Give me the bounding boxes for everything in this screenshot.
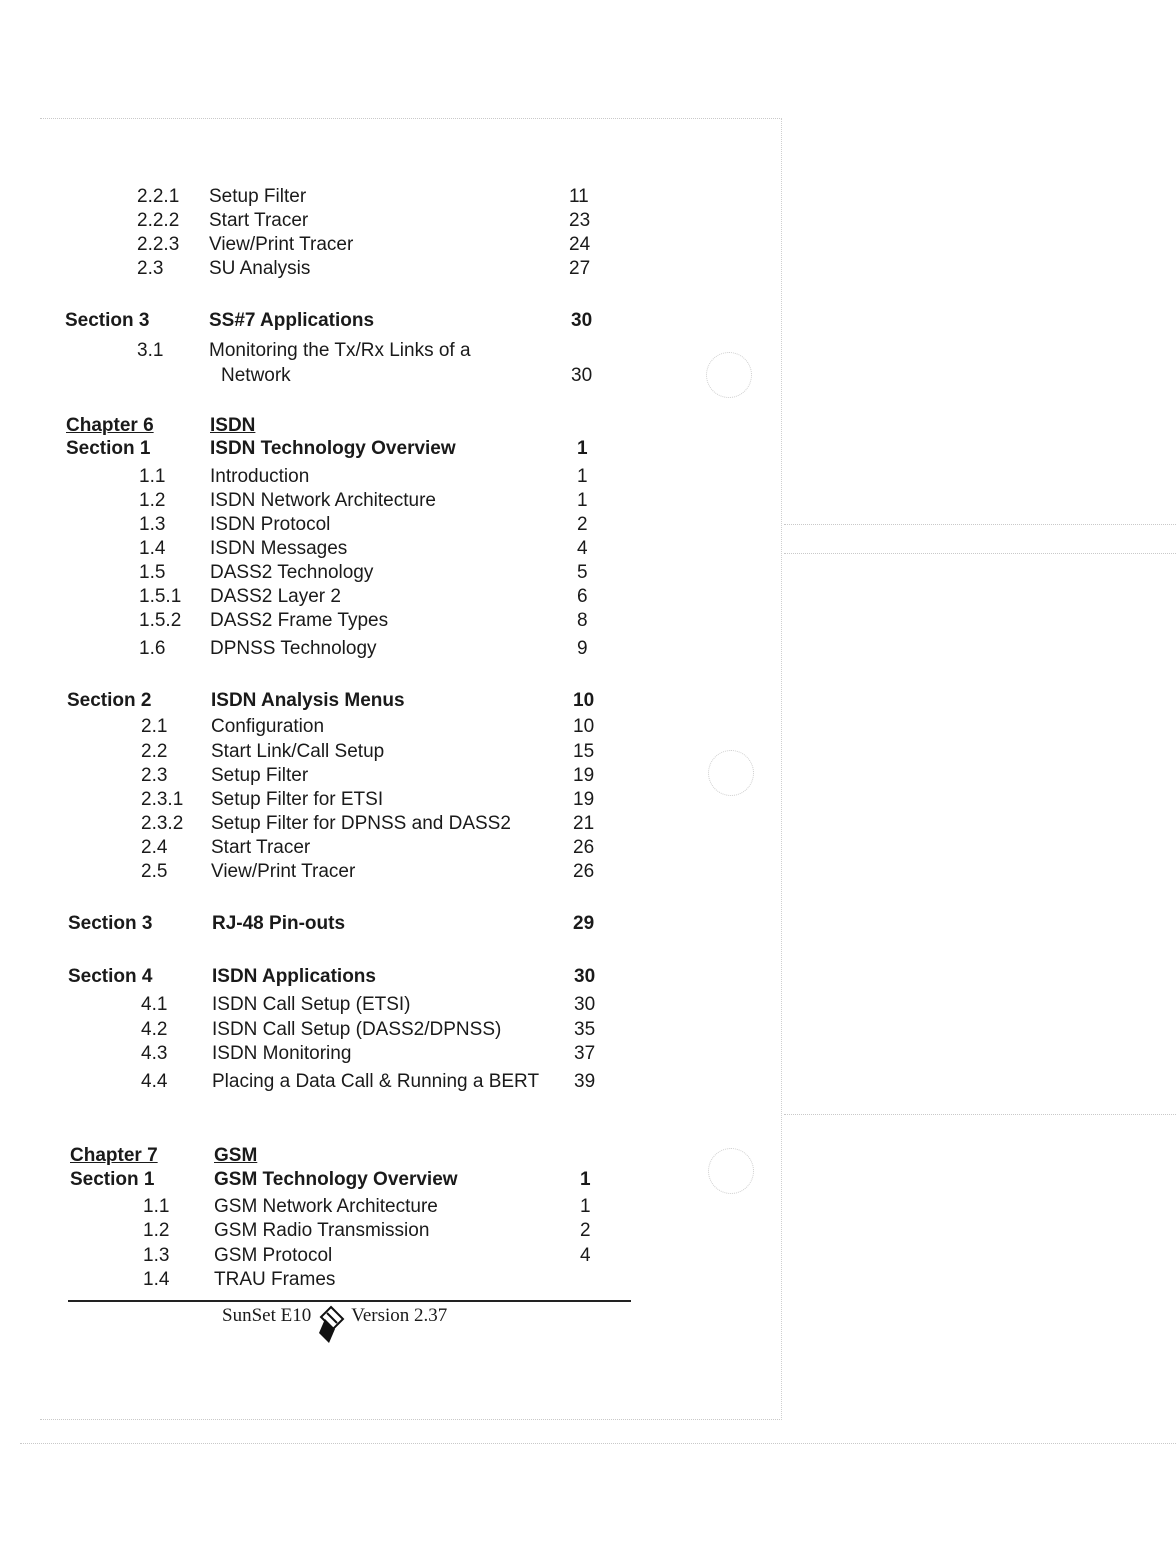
- toc-entry-number: Section 1: [70, 1169, 155, 1190]
- toc-entry-page: 4: [580, 1245, 591, 1266]
- toc-entry-title: Monitoring the Tx/Rx Links of a: [209, 340, 471, 361]
- toc-entry-number: 1.4: [143, 1269, 170, 1290]
- scan-bottom-line: [20, 1443, 1176, 1444]
- toc-entry-title: SS#7 Applications: [209, 310, 375, 331]
- toc-entry-number: 2.3: [141, 765, 168, 786]
- toc-entry-page: 30: [574, 994, 596, 1015]
- toc-entry-page: 24: [569, 234, 591, 255]
- toc-entry-page: 2: [577, 514, 588, 535]
- toc-entry-number: 2.1: [141, 716, 168, 737]
- toc-entry-page: 2: [580, 1220, 591, 1241]
- page-footer: [222, 1305, 447, 1345]
- toc-entry-number: Section 2: [67, 690, 152, 711]
- toc-entry-number: 4.1: [141, 994, 168, 1015]
- toc-entry-title: ISDN Call Setup (ETSI): [212, 994, 411, 1015]
- toc-entry-title: Setup Filter: [209, 186, 307, 207]
- toc-entry-page: 27: [569, 258, 591, 279]
- toc-entry-title: ISDN Call Setup (DASS2/DPNSS): [212, 1019, 502, 1040]
- toc-entry-number: Chapter 7: [70, 1145, 158, 1166]
- toc-entry-number: 1.3: [139, 514, 166, 535]
- toc-entry-page: 19: [573, 765, 595, 786]
- toc-entry-page: 4: [577, 538, 588, 559]
- scan-tab-line-1: [784, 524, 1176, 525]
- toc-entry-title: GSM: [214, 1145, 258, 1166]
- toc-entry-title: Start Tracer: [211, 837, 311, 858]
- footer-rule: [68, 1300, 631, 1302]
- toc-entry-number: 1.5: [139, 562, 166, 583]
- toc-entry-title: ISDN Applications: [212, 966, 376, 987]
- toc-entry-page: 1: [577, 466, 588, 487]
- toc-entry-page: 10: [573, 716, 595, 737]
- toc-entry-title: GSM Radio Transmission: [214, 1220, 430, 1241]
- toc-entry-page: 37: [574, 1043, 596, 1064]
- toc-entry-number: Section 3: [65, 310, 150, 331]
- toc-entry-page: 26: [573, 837, 595, 858]
- toc-entry-page: 30: [571, 310, 593, 331]
- toc-entry-title: GSM Network Architecture: [214, 1196, 438, 1217]
- toc-entry-title: Setup Filter for ETSI: [211, 789, 384, 810]
- toc-entry-number: 1.4: [139, 538, 166, 559]
- toc-entry-title: Start Tracer: [209, 210, 309, 231]
- toc-entry-page: 29: [573, 913, 595, 934]
- toc-entry-number: Section 4: [68, 966, 153, 987]
- scan-border-bottom: [40, 1419, 780, 1420]
- binder-hole-1: [706, 352, 752, 398]
- toc-entry-number: 4.2: [141, 1019, 168, 1040]
- toc-entry-page: 1: [577, 438, 588, 459]
- toc-entry-title: DPNSS Technology: [210, 638, 377, 659]
- toc-entry-title: DASS2 Technology: [210, 562, 374, 583]
- toc-entry-title: Configuration: [211, 716, 325, 737]
- toc-entry-number: 4.3: [141, 1043, 168, 1064]
- toc-entry-number: 2.2.1: [137, 186, 180, 207]
- toc-entry-title: View/Print Tracer: [211, 861, 356, 882]
- toc-entry-number: 1.2: [143, 1220, 170, 1241]
- toc-entry-title: DASS2 Layer 2: [210, 586, 341, 607]
- toc-entry-page: 1: [577, 490, 588, 511]
- toc-entry-title: Placing a Data Call & Running a BERT: [212, 1071, 540, 1092]
- toc-entry-title: Setup Filter for DPNSS and DASS2: [211, 813, 511, 834]
- scan-tab-line-3: [784, 1114, 1176, 1115]
- footer-product: SunSet E10: [222, 1305, 312, 1326]
- scan-tab-line-2: [784, 553, 1176, 554]
- table-of-contents: [0, 0, 640, 1300]
- toc-entry-number: 2.5: [141, 861, 168, 882]
- toc-entry-page: 26: [573, 861, 595, 882]
- toc-entry-number: 3.1: [137, 340, 164, 361]
- toc-entry-page: 11: [569, 186, 589, 207]
- toc-entry-title: ISDN Monitoring: [212, 1043, 352, 1064]
- toc-entry-title: SU Analysis: [209, 258, 311, 279]
- binder-hole-2: [708, 750, 754, 796]
- handheld-tester-icon: [317, 1305, 345, 1345]
- toc-entry-title: ISDN Analysis Menus: [211, 690, 405, 711]
- toc-entry-number: 2.2.3: [137, 234, 180, 255]
- toc-entry-number: 1.1: [143, 1196, 170, 1217]
- toc-entry-title: Introduction: [210, 466, 310, 487]
- toc-entry-number: Chapter 6: [66, 415, 154, 436]
- toc-entry-page: 1: [580, 1196, 591, 1217]
- toc-entry-number: 1.2: [139, 490, 166, 511]
- toc-entry-title: ISDN Messages: [210, 538, 348, 559]
- scan-border-right: [781, 118, 782, 1420]
- toc-entry-number: 2.3.2: [141, 813, 184, 834]
- toc-entry-page: 30: [571, 365, 593, 386]
- toc-entry-page: 5: [577, 562, 588, 583]
- footer-version: Version 2.37: [351, 1305, 448, 1326]
- toc-entry-title: Network: [221, 365, 291, 386]
- toc-entry-title: View/Print Tracer: [209, 234, 354, 255]
- toc-entry-number: 2.3.1: [141, 789, 184, 810]
- toc-entry-page: 21: [573, 813, 595, 834]
- toc-entry-number: 1.1: [139, 466, 166, 487]
- toc-entry-page: 23: [569, 210, 591, 231]
- toc-entry-title: Start Link/Call Setup: [211, 741, 385, 762]
- toc-entry-page: 15: [573, 741, 595, 762]
- toc-entry-page: 35: [574, 1019, 596, 1040]
- toc-entry-number: 2.2.2: [137, 210, 180, 231]
- toc-entry-title: DASS2 Frame Types: [210, 610, 389, 631]
- toc-entry-title: ISDN Protocol: [210, 514, 331, 535]
- toc-entry-page: 30: [574, 966, 596, 987]
- toc-entry-number: 1.6: [139, 638, 166, 659]
- toc-entry-number: 2.3: [137, 258, 164, 279]
- toc-entry-number: 1.5.1: [139, 586, 182, 607]
- toc-entry-page: 1: [580, 1169, 591, 1190]
- toc-entry-title: TRAU Frames: [214, 1269, 336, 1290]
- toc-entry-page: 10: [573, 690, 595, 711]
- toc-entry-page: 39: [574, 1071, 596, 1092]
- toc-entry-page: 19: [573, 789, 595, 810]
- toc-entry-number: 4.4: [141, 1071, 168, 1092]
- toc-entry-number: Section 3: [68, 913, 153, 934]
- toc-entry-title: RJ-48 Pin-outs: [212, 913, 346, 934]
- toc-entry-number: Section 1: [66, 438, 151, 459]
- toc-entry-title: GSM Protocol: [214, 1245, 333, 1266]
- toc-entry-number: 2.2: [141, 741, 168, 762]
- toc-entry-number: 2.4: [141, 837, 168, 858]
- toc-entry-number: 1.5.2: [139, 610, 182, 631]
- toc-entry-number: 1.3: [143, 1245, 170, 1266]
- toc-entry-page: 8: [577, 610, 588, 631]
- toc-entry-title: GSM Technology Overview: [214, 1169, 458, 1190]
- toc-entry-page: 9: [577, 638, 588, 659]
- toc-entry-title: Setup Filter: [211, 765, 309, 786]
- binder-hole-3: [708, 1148, 754, 1194]
- toc-entry-title: ISDN Technology Overview: [210, 438, 456, 459]
- toc-entry-title: ISDN: [210, 415, 256, 436]
- toc-entry-page: 6: [577, 586, 588, 607]
- toc-entry-title: ISDN Network Architecture: [210, 490, 436, 511]
